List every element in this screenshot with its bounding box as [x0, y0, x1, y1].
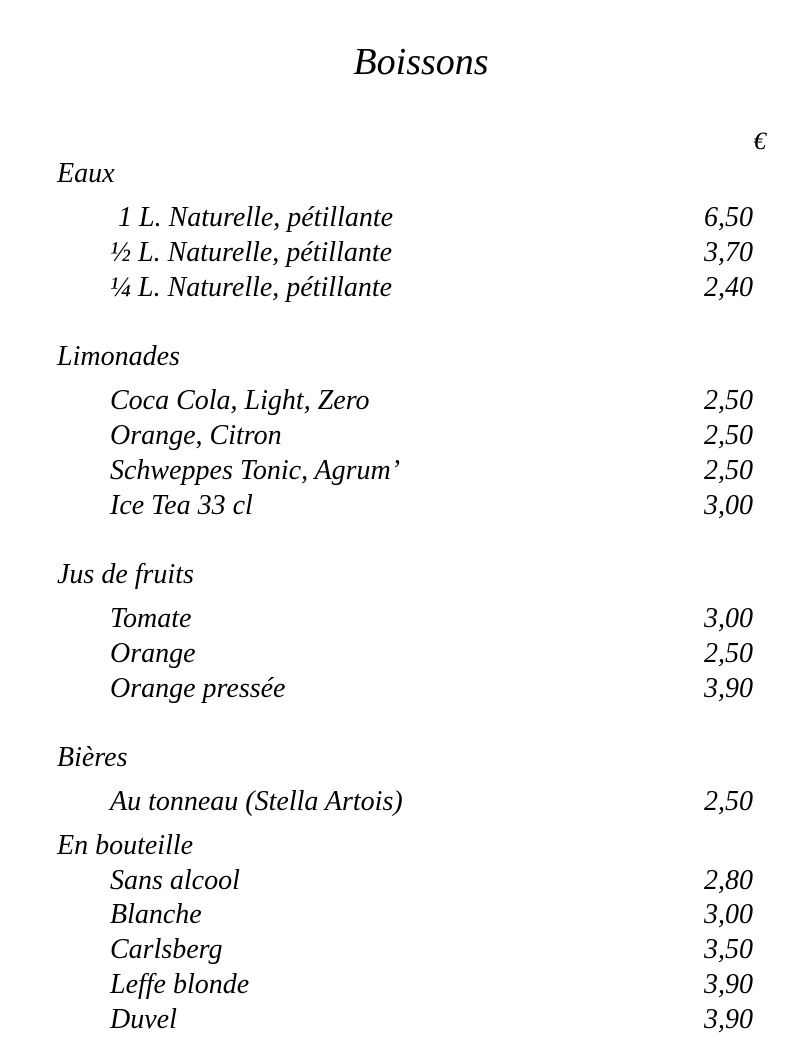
- menu-item-name: Orange, Citron: [110, 420, 282, 451]
- menu-item-price: 3,70: [704, 237, 753, 268]
- menu-item-price: 6,50: [704, 202, 753, 233]
- menu-item-price: 3,90: [704, 673, 753, 704]
- menu-item-name: Blanche: [110, 899, 202, 930]
- menu-item-price: 2,50: [704, 385, 753, 416]
- section-heading-en-bouteille: En bouteille: [57, 830, 194, 861]
- menu-item-price: 3,90: [704, 969, 753, 1000]
- menu-item-price: 2,50: [704, 786, 753, 817]
- menu-item-price: 2,50: [704, 420, 753, 451]
- menu-item-name: Carlsberg: [110, 934, 223, 965]
- menu-item-name: Orange pressée: [110, 673, 286, 704]
- menu-item-price: 3,00: [704, 603, 753, 634]
- menu-item-name: Ice Tea 33 cl: [110, 490, 253, 521]
- menu-item-name: Sans alcool: [110, 865, 240, 896]
- menu-item-price: 2,50: [704, 455, 753, 486]
- menu-item-price: 3,90: [704, 1004, 753, 1035]
- menu-item-name: Duvel: [110, 1004, 177, 1035]
- section-heading-jus-de-fruits: Jus de fruits: [57, 559, 194, 590]
- menu-item-name: 1 L. Naturelle, pétillante: [118, 202, 394, 233]
- menu-item-name: Orange: [110, 638, 196, 669]
- currency-symbol: €: [753, 128, 766, 155]
- menu-item-name: Schweppes Tonic, Agrum’: [110, 455, 401, 486]
- menu-item-name: ¼ L. Naturelle, pétillante: [110, 272, 393, 303]
- section-heading-bieres: Bières: [57, 742, 128, 773]
- menu-item-price: 2,40: [704, 272, 753, 303]
- section-heading-eaux: Eaux: [57, 158, 115, 189]
- menu-item-name: ½ L. Naturelle, pétillante: [110, 237, 393, 268]
- menu-item-price: 3,50: [704, 934, 753, 965]
- section-heading-limonades: Limonades: [57, 341, 180, 372]
- menu-item-price: 3,00: [704, 899, 753, 930]
- menu-item-name: Coca Cola, Light, Zero: [110, 385, 370, 416]
- menu-item-price: 2,80: [704, 865, 753, 896]
- menu-item-name: Tomate: [110, 603, 192, 634]
- menu-item-name: Au tonneau (Stella Artois): [110, 786, 403, 817]
- page-title: Boissons: [353, 41, 489, 83]
- menu-item-price: 2,50: [704, 638, 753, 669]
- menu-item-price: 3,00: [704, 490, 753, 521]
- menu-item-name: Leffe blonde: [110, 969, 250, 1000]
